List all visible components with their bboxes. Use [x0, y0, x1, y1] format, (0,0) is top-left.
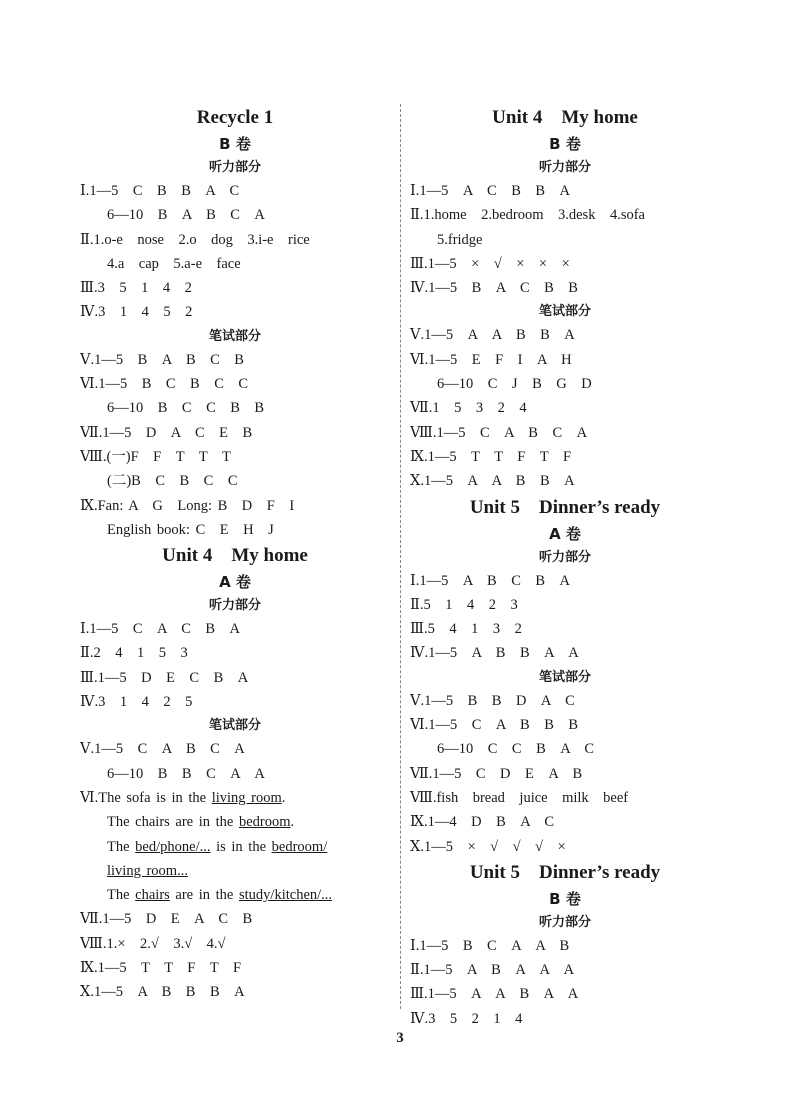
answer-line: Ⅳ.1—5 B A C B B — [410, 280, 578, 297]
underlined-answer: bedroom/ — [271, 838, 328, 855]
answer-line: 5.fridge — [437, 231, 483, 248]
answer-line: Ⅲ.1—5 A A B A A — [410, 986, 579, 1003]
answer-line: 6—10 B C C B B — [107, 400, 265, 417]
sentence-text: . — [281, 789, 286, 806]
listening-heading: 听力部分 — [208, 598, 261, 614]
answer-line: Ⅰ.1—5 C B B A C — [80, 183, 240, 199]
answer-line: Ⅶ.1 5 3 2 4 — [410, 400, 527, 417]
answer-line: Ⅶ.1—5 D E A C B — [80, 911, 253, 928]
answer-line: Ⅲ.5 4 1 3 2 — [410, 621, 522, 638]
writing-heading: 笔试部分 — [208, 328, 261, 344]
writing-heading: 笔试部分 — [538, 669, 591, 685]
sentence-text: The — [107, 838, 136, 855]
right-column — [410, 104, 720, 1031]
answer-line: Ⅳ.1—5 A B B A A — [410, 645, 579, 662]
answer-line: Ⅴ.1—5 A A B B A — [410, 327, 575, 344]
writing-heading: 笔试部分 — [538, 304, 591, 320]
answer-line: Ⅵ.1—5 C A B B B — [410, 717, 579, 734]
sentence-text: The — [107, 887, 136, 904]
answer-line: Ⅷ.(一)F F T T T — [80, 448, 231, 465]
sentence-text: The chairs are in the — [107, 814, 239, 831]
sentence-text: Ⅵ.The sofa is in the — [80, 789, 212, 806]
sentence-line — [80, 810, 390, 834]
answer-line: Ⅱ.1.o-e nose 2.o dog 3.i-e rice — [80, 231, 310, 248]
underlined-answer: bedroom — [238, 814, 291, 831]
answer-line: Ⅳ.3 1 4 2 5 — [80, 694, 193, 711]
underlined-answer: living room — [211, 789, 282, 806]
answer-line: Ⅲ.1—5 × √ × × × — [410, 255, 570, 272]
underlined-answer: bed/phone/... — [135, 838, 211, 855]
section-title-unit-5: Unit 5 Dinner’s ready — [469, 496, 661, 518]
answer-line: 6—10 B A B C A — [107, 207, 265, 224]
answer-line: English book: C E H J — [107, 521, 274, 538]
section-title-unit-4: Unit 4 My home — [162, 545, 308, 567]
answer-line: Ⅵ.1—5 E F I A H — [410, 351, 572, 368]
paper-label: B 卷 — [219, 135, 251, 153]
answer-line: Ⅵ.1—5 B C B C C — [80, 376, 249, 393]
answer-line: Ⅸ.1—4 D B A C — [410, 814, 555, 831]
column-divider — [400, 104, 401, 1009]
answer-line: Ⅸ.Fan: A G Long: B D F I — [80, 497, 295, 514]
section-title-unit-5: Unit 5 Dinner’s ready — [469, 861, 661, 883]
paper-label: A 卷 — [549, 524, 581, 543]
answer-line: Ⅴ.1—5 B B D A C — [410, 692, 575, 709]
listening-heading: 听力部分 — [208, 160, 261, 175]
listening-heading: 听力部分 — [538, 549, 591, 565]
answer-line: Ⅱ.5 1 4 2 3 — [410, 596, 518, 613]
answer-line: Ⅰ.1—5 A C B B A — [410, 183, 571, 199]
sentence-text: is in the — [210, 838, 272, 855]
answer-line: Ⅳ.3 5 2 1 4 — [410, 1010, 523, 1027]
section-title-recycle-1: Recycle 1 — [196, 107, 274, 128]
section-title-unit-4: Unit 4 My home — [492, 107, 638, 128]
left-column — [80, 104, 390, 1005]
answer-line: Ⅸ.1—5 T T F T F — [80, 960, 242, 977]
answer-line: Ⅸ.1—5 T T F T F — [410, 448, 572, 465]
answer-line: Ⅲ.3 5 1 4 2 — [80, 280, 192, 297]
answer-line: Ⅹ.1—5 A B B B A — [80, 984, 245, 1001]
underlined-answer: living room... — [107, 862, 188, 879]
paper-label: B 卷 — [549, 889, 581, 908]
answer-line: 4.a cap 5.a-e face — [107, 255, 241, 272]
answer-line: Ⅴ.1—5 B A B C B — [80, 351, 244, 368]
answer-line: Ⅱ.1—5 A B A A A — [410, 962, 575, 979]
answer-line: 6—10 C C B A C — [437, 741, 595, 758]
sentence-line — [80, 883, 390, 907]
underlined-answer: chairs — [135, 887, 170, 904]
paper-label: A 卷 — [219, 573, 251, 592]
sentence-text: are in the — [169, 887, 239, 904]
answer-line: Ⅳ.3 1 4 5 2 — [80, 304, 193, 321]
answer-line: 6—10 B B C A A — [107, 765, 265, 782]
listening-heading: 听力部分 — [538, 160, 591, 175]
listening-heading: 听力部分 — [538, 914, 591, 930]
answer-line: Ⅹ.1—5 A A B B A — [410, 473, 575, 490]
sentence-line — [80, 835, 390, 859]
answer-line: Ⅷ.1—5 C A B C A — [410, 424, 588, 441]
answer-line: 6—10 C J B G D — [437, 376, 592, 393]
answer-line: Ⅲ.1—5 D E C B A — [80, 669, 249, 686]
answer-line: Ⅰ.1—5 C A C B A — [80, 621, 241, 638]
underlined-answer: study/kitchen/... — [239, 887, 333, 904]
page-number: 3 — [396, 1030, 404, 1046]
answer-line: Ⅱ.1.home 2.bedroom 3.desk 4.sofa — [410, 207, 645, 224]
answer-line: Ⅷ.1.× 2.√ 3.√ 4.√ — [80, 935, 226, 952]
answer-line: Ⅰ.1—5 B C A A B — [410, 937, 570, 954]
paper-label: B 卷 — [549, 135, 581, 153]
writing-heading: 笔试部分 — [208, 718, 261, 734]
answer-line: Ⅶ.1—5 C D E A B — [410, 765, 583, 782]
sentence-line — [80, 859, 390, 883]
answer-line: Ⅹ.1—5 × √ √ √ × — [410, 838, 566, 855]
answer-line: Ⅴ.1—5 C A B C A — [80, 741, 245, 758]
sentence-text: . — [290, 814, 295, 831]
answer-line: Ⅰ.1—5 A B C B A — [410, 572, 571, 589]
answer-line: Ⅱ.2 4 1 5 3 — [80, 645, 188, 662]
sentence-line — [80, 786, 390, 810]
answer-line: Ⅶ.1—5 D A C E B — [80, 424, 253, 441]
answer-line: Ⅷ.fish bread juice milk beef — [410, 789, 629, 806]
answer-line: (二)B C B C C — [107, 473, 238, 490]
